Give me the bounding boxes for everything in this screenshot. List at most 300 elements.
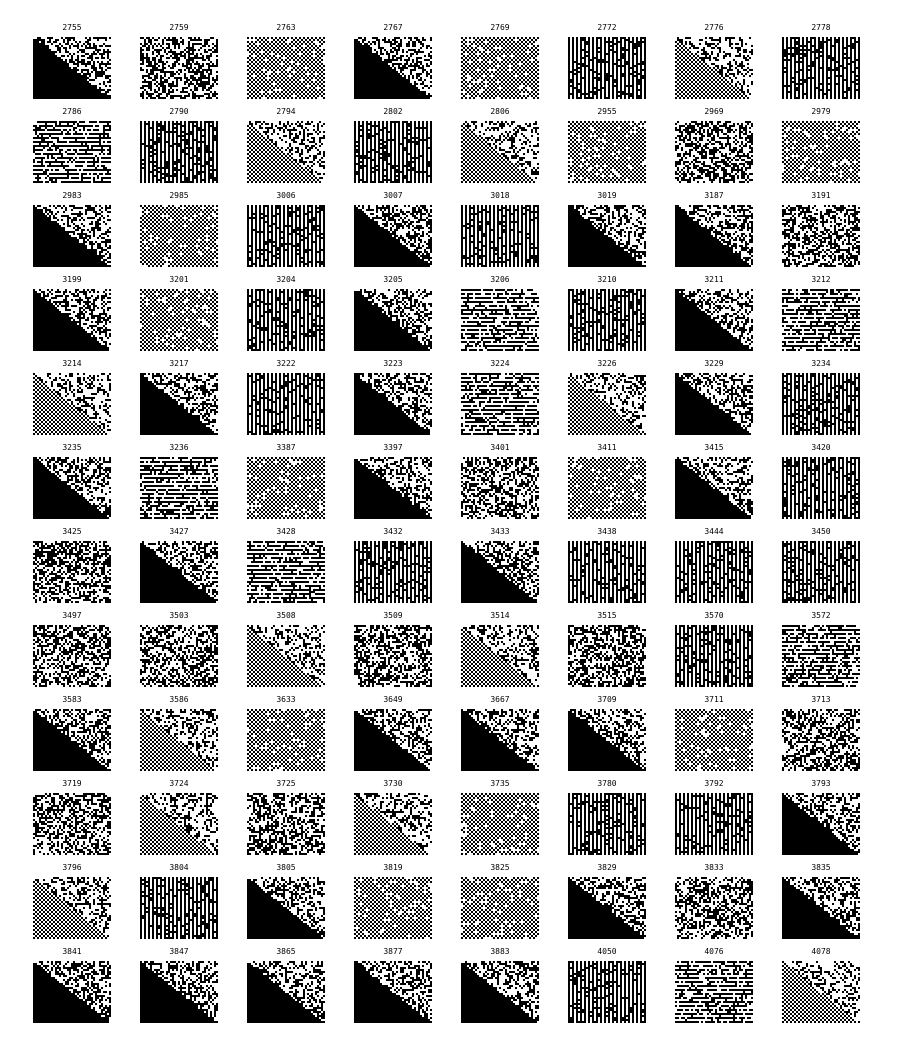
- pattern-panel: [247, 107, 325, 189]
- pattern-panel: [140, 779, 218, 861]
- pattern-image: [354, 961, 432, 1023]
- pattern-panel: [461, 779, 539, 861]
- panel-label: 3415: [704, 443, 724, 452]
- pattern-panel: [782, 779, 860, 861]
- pattern-image: [782, 205, 860, 267]
- pattern-image: [247, 541, 325, 603]
- pattern-image: [33, 709, 111, 771]
- pattern-image: [461, 541, 539, 603]
- pattern-cells: [247, 961, 325, 1023]
- pattern-image: [247, 457, 325, 519]
- pattern-panel: [354, 191, 432, 273]
- panel-label: 3019: [597, 191, 617, 200]
- pattern-image: [247, 373, 325, 435]
- pattern-cells: [461, 877, 539, 939]
- panel-label: 3709: [597, 695, 617, 704]
- pattern-cells: [782, 205, 860, 267]
- pattern-image: [461, 877, 539, 939]
- panel-label: 3730: [383, 779, 403, 788]
- panel-label: 3235: [62, 443, 82, 452]
- pattern-panel: [568, 527, 646, 609]
- panel-label: 3428: [276, 527, 296, 536]
- panel-label: 3211: [704, 275, 724, 284]
- panel-label: 3570: [704, 611, 724, 620]
- panel-label: 2759: [169, 23, 189, 32]
- pattern-image: [33, 961, 111, 1023]
- pattern-image: [140, 289, 218, 351]
- pattern-image: [354, 37, 432, 99]
- panel-label: 2802: [383, 107, 403, 116]
- panel-label: 2979: [811, 107, 831, 116]
- pattern-panel: [33, 107, 111, 189]
- pattern-cells: [140, 961, 218, 1023]
- pattern-panel: [354, 23, 432, 105]
- pattern-cells: [247, 457, 325, 519]
- panel-label: 3503: [169, 611, 189, 620]
- pattern-cells: [33, 37, 111, 99]
- pattern-image: [568, 373, 646, 435]
- pattern-panel: [33, 611, 111, 693]
- pattern-panel: [568, 611, 646, 693]
- panel-label: 3397: [383, 443, 403, 452]
- pattern-image: [782, 961, 860, 1023]
- pattern-image: [33, 205, 111, 267]
- pattern-panel: [354, 947, 432, 1029]
- pattern-cells: [675, 541, 753, 603]
- pattern-image: [140, 205, 218, 267]
- panel-label: 3411: [597, 443, 617, 452]
- panel-label: 3792: [704, 779, 724, 788]
- pattern-image: [461, 961, 539, 1023]
- pattern-image: [247, 625, 325, 687]
- pattern-cells: [33, 877, 111, 939]
- panel-label: 3199: [62, 275, 82, 284]
- pattern-cells: [782, 121, 860, 183]
- pattern-panel: [782, 947, 860, 1029]
- pattern-panel: [140, 527, 218, 609]
- pattern-cells: [140, 793, 218, 855]
- pattern-panel: [354, 359, 432, 441]
- pattern-image: [461, 121, 539, 183]
- panel-label: 3649: [383, 695, 403, 704]
- pattern-panel: [461, 443, 539, 525]
- pattern-panel: [675, 191, 753, 273]
- pattern-panel: [461, 275, 539, 357]
- pattern-cells: [568, 289, 646, 351]
- pattern-cells: [354, 961, 432, 1023]
- panel-label: 3420: [811, 443, 831, 452]
- pattern-panel: [33, 527, 111, 609]
- pattern-panel: [675, 695, 753, 777]
- pattern-cells: [247, 877, 325, 939]
- panel-label: 3586: [169, 695, 189, 704]
- pattern-image: [140, 793, 218, 855]
- pattern-cells: [568, 121, 646, 183]
- pattern-panel: [33, 23, 111, 105]
- pattern-cells: [568, 37, 646, 99]
- pattern-panel: [568, 23, 646, 105]
- pattern-image: [354, 709, 432, 771]
- pattern-image: [247, 793, 325, 855]
- pattern-cells: [140, 289, 218, 351]
- pattern-cells: [33, 289, 111, 351]
- pattern-cells: [140, 457, 218, 519]
- panel-label: 3217: [169, 359, 189, 368]
- panel-label: 2985: [169, 191, 189, 200]
- panel-label: 3187: [704, 191, 724, 200]
- pattern-image: [247, 205, 325, 267]
- pattern-panel: [782, 23, 860, 105]
- pattern-cells: [33, 625, 111, 687]
- pattern-image: [247, 289, 325, 351]
- pattern-cells: [675, 205, 753, 267]
- pattern-image: [782, 793, 860, 855]
- pattern-cells: [782, 373, 860, 435]
- pattern-grid: [33, 23, 873, 1033]
- panel-label: 3497: [62, 611, 82, 620]
- pattern-image: [140, 373, 218, 435]
- pattern-panel: [354, 695, 432, 777]
- pattern-panel: [33, 443, 111, 525]
- pattern-cells: [354, 205, 432, 267]
- pattern-image: [247, 709, 325, 771]
- pattern-image: [782, 289, 860, 351]
- pattern-cells: [33, 541, 111, 603]
- pattern-image: [568, 625, 646, 687]
- pattern-panel: [782, 443, 860, 525]
- pattern-cells: [140, 373, 218, 435]
- panel-label: 3514: [490, 611, 510, 620]
- pattern-image: [354, 457, 432, 519]
- pattern-cells: [247, 205, 325, 267]
- pattern-image: [568, 205, 646, 267]
- panel-label: 3450: [811, 527, 831, 536]
- panel-label: 3667: [490, 695, 510, 704]
- panel-label: 3780: [597, 779, 617, 788]
- pattern-panel: [461, 359, 539, 441]
- pattern-panel: [568, 359, 646, 441]
- pattern-panel: [140, 863, 218, 945]
- pattern-cells: [354, 373, 432, 435]
- pattern-image: [354, 289, 432, 351]
- panel-label: 3214: [62, 359, 82, 368]
- pattern-cells: [247, 709, 325, 771]
- pattern-image: [675, 541, 753, 603]
- panel-label: 2772: [597, 23, 617, 32]
- pattern-panel: [782, 275, 860, 357]
- panel-label: 2755: [62, 23, 82, 32]
- pattern-image: [461, 457, 539, 519]
- pattern-image: [782, 121, 860, 183]
- pattern-image: [782, 457, 860, 519]
- pattern-cells: [354, 625, 432, 687]
- pattern-cells: [354, 793, 432, 855]
- pattern-cells: [354, 877, 432, 939]
- pattern-panel: [461, 191, 539, 273]
- pattern-panel: [247, 863, 325, 945]
- pattern-panel: [354, 107, 432, 189]
- pattern-image: [675, 709, 753, 771]
- pattern-cells: [568, 961, 646, 1023]
- pattern-image: [33, 541, 111, 603]
- panel-label: 3427: [169, 527, 189, 536]
- panel-label: 3515: [597, 611, 617, 620]
- panel-label: 3633: [276, 695, 296, 704]
- pattern-image: [33, 877, 111, 939]
- pattern-panel: [247, 191, 325, 273]
- panel-label: 3401: [490, 443, 510, 452]
- pattern-panel: [568, 275, 646, 357]
- pattern-cells: [675, 793, 753, 855]
- pattern-cells: [461, 289, 539, 351]
- pattern-cells: [782, 457, 860, 519]
- pattern-panel: [33, 947, 111, 1029]
- pattern-panel: [247, 611, 325, 693]
- pattern-image: [140, 121, 218, 183]
- pattern-panel: [461, 863, 539, 945]
- pattern-image: [568, 289, 646, 351]
- pattern-cells: [33, 205, 111, 267]
- pattern-image: [354, 625, 432, 687]
- pattern-image: [461, 793, 539, 855]
- panel-label: 2969: [704, 107, 724, 116]
- panel-label: 2806: [490, 107, 510, 116]
- pattern-panel: [247, 527, 325, 609]
- pattern-panel: [461, 947, 539, 1029]
- pattern-cells: [140, 625, 218, 687]
- panel-label: 3432: [383, 527, 403, 536]
- pattern-cells: [354, 289, 432, 351]
- panel-label: 3793: [811, 779, 831, 788]
- panel-label: 3007: [383, 191, 403, 200]
- panel-label: 3201: [169, 275, 189, 284]
- pattern-panel: [675, 527, 753, 609]
- pattern-panel: [354, 779, 432, 861]
- pattern-cells: [354, 121, 432, 183]
- pattern-image: [568, 541, 646, 603]
- pattern-image: [354, 877, 432, 939]
- panel-label: 3508: [276, 611, 296, 620]
- panel-label: 2776: [704, 23, 724, 32]
- panel-label: 3735: [490, 779, 510, 788]
- panel-label: 3236: [169, 443, 189, 452]
- pattern-image: [354, 541, 432, 603]
- pattern-cells: [782, 541, 860, 603]
- pattern-panel: [675, 779, 753, 861]
- panel-label: 3847: [169, 947, 189, 956]
- pattern-panel: [675, 107, 753, 189]
- pattern-cells: [354, 709, 432, 771]
- pattern-cells: [140, 541, 218, 603]
- pattern-panel: [247, 359, 325, 441]
- pattern-image: [140, 541, 218, 603]
- panel-label: 3226: [597, 359, 617, 368]
- pattern-cells: [675, 373, 753, 435]
- pattern-panel: [247, 947, 325, 1029]
- pattern-image: [675, 961, 753, 1023]
- panel-label: 3724: [169, 779, 189, 788]
- panel-label: 2763: [276, 23, 296, 32]
- pattern-cells: [461, 205, 539, 267]
- pattern-panel: [782, 359, 860, 441]
- pattern-cells: [675, 121, 753, 183]
- pattern-image: [140, 877, 218, 939]
- pattern-cells: [33, 457, 111, 519]
- pattern-image: [33, 289, 111, 351]
- pattern-image: [461, 373, 539, 435]
- panel-label: 3835: [811, 863, 831, 872]
- pattern-panel: [782, 863, 860, 945]
- pattern-cells: [675, 625, 753, 687]
- panel-label: 3883: [490, 947, 510, 956]
- pattern-cells: [461, 625, 539, 687]
- pattern-panel: [140, 275, 218, 357]
- panel-label: 3877: [383, 947, 403, 956]
- pattern-image: [247, 37, 325, 99]
- pattern-cells: [354, 37, 432, 99]
- pattern-panel: [461, 107, 539, 189]
- pattern-cells: [247, 37, 325, 99]
- pattern-image: [354, 793, 432, 855]
- pattern-panel: [675, 611, 753, 693]
- pattern-panel: [33, 863, 111, 945]
- pattern-image: [782, 877, 860, 939]
- pattern-image: [461, 205, 539, 267]
- pattern-cells: [675, 877, 753, 939]
- pattern-image: [461, 709, 539, 771]
- panel-label: 3234: [811, 359, 831, 368]
- panel-label: 3224: [490, 359, 510, 368]
- pattern-panel: [140, 611, 218, 693]
- pattern-image: [354, 205, 432, 267]
- pattern-image: [33, 625, 111, 687]
- pattern-panel: [354, 863, 432, 945]
- pattern-cells: [33, 121, 111, 183]
- panel-label: 3433: [490, 527, 510, 536]
- pattern-cells: [140, 205, 218, 267]
- pattern-panel: [675, 443, 753, 525]
- panel-label: 3018: [490, 191, 510, 200]
- pattern-image: [568, 793, 646, 855]
- pattern-panel: [782, 107, 860, 189]
- pattern-image: [782, 625, 860, 687]
- pattern-cells: [782, 709, 860, 771]
- panel-label: 3206: [490, 275, 510, 284]
- pattern-image: [675, 37, 753, 99]
- panel-label: 3819: [383, 863, 403, 872]
- pattern-image: [568, 961, 646, 1023]
- panel-label: 3205: [383, 275, 403, 284]
- pattern-panel: [33, 695, 111, 777]
- pattern-panel: [354, 275, 432, 357]
- pattern-cells: [568, 793, 646, 855]
- pattern-image: [140, 37, 218, 99]
- pattern-panel: [568, 191, 646, 273]
- pattern-cells: [675, 961, 753, 1023]
- pattern-cells: [568, 457, 646, 519]
- pattern-image: [247, 877, 325, 939]
- pattern-cells: [568, 877, 646, 939]
- panel-label: 3711: [704, 695, 724, 704]
- pattern-cells: [461, 373, 539, 435]
- pattern-panel: [140, 107, 218, 189]
- pattern-panel: [568, 107, 646, 189]
- pattern-cells: [140, 37, 218, 99]
- pattern-cells: [354, 457, 432, 519]
- pattern-image: [140, 961, 218, 1023]
- pattern-cells: [461, 37, 539, 99]
- pattern-image: [33, 37, 111, 99]
- pattern-image: [33, 793, 111, 855]
- panel-label: 3444: [704, 527, 724, 536]
- pattern-cells: [782, 877, 860, 939]
- panel-label: 3438: [597, 527, 617, 536]
- pattern-cells: [782, 37, 860, 99]
- pattern-panel: [140, 359, 218, 441]
- panel-label: 3805: [276, 863, 296, 872]
- pattern-image: [782, 37, 860, 99]
- pattern-panel: [33, 191, 111, 273]
- pattern-image: [675, 205, 753, 267]
- pattern-cells: [33, 709, 111, 771]
- panel-label: 2786: [62, 107, 82, 116]
- pattern-panel: [461, 695, 539, 777]
- pattern-panel: [461, 23, 539, 105]
- pattern-cells: [782, 625, 860, 687]
- pattern-image: [247, 961, 325, 1023]
- pattern-panel: [568, 779, 646, 861]
- pattern-image: [461, 289, 539, 351]
- pattern-cells: [461, 793, 539, 855]
- pattern-cells: [675, 709, 753, 771]
- pattern-image: [568, 457, 646, 519]
- panel-label: 3006: [276, 191, 296, 200]
- panel-label: 3387: [276, 443, 296, 452]
- panel-label: 3212: [811, 275, 831, 284]
- pattern-image: [354, 373, 432, 435]
- pattern-panel: [33, 275, 111, 357]
- pattern-panel: [140, 695, 218, 777]
- pattern-image: [782, 541, 860, 603]
- pattern-cells: [33, 373, 111, 435]
- panel-label: 3210: [597, 275, 617, 284]
- pattern-image: [675, 877, 753, 939]
- pattern-image: [568, 709, 646, 771]
- pattern-image: [247, 121, 325, 183]
- pattern-panel: [568, 863, 646, 945]
- panel-label: 3222: [276, 359, 296, 368]
- pattern-cells: [675, 37, 753, 99]
- pattern-cells: [568, 373, 646, 435]
- pattern-image: [461, 37, 539, 99]
- pattern-image: [675, 373, 753, 435]
- pattern-cells: [247, 541, 325, 603]
- pattern-panel: [354, 443, 432, 525]
- panel-label: 2790: [169, 107, 189, 116]
- panel-label: 3829: [597, 863, 617, 872]
- panel-label: 3425: [62, 527, 82, 536]
- pattern-cells: [675, 457, 753, 519]
- pattern-image: [140, 625, 218, 687]
- pattern-panel: [140, 443, 218, 525]
- pattern-image: [33, 457, 111, 519]
- panel-label: 2767: [383, 23, 403, 32]
- pattern-panel: [354, 611, 432, 693]
- pattern-image: [675, 793, 753, 855]
- pattern-image: [675, 457, 753, 519]
- pattern-panel: [247, 695, 325, 777]
- pattern-panel: [140, 947, 218, 1029]
